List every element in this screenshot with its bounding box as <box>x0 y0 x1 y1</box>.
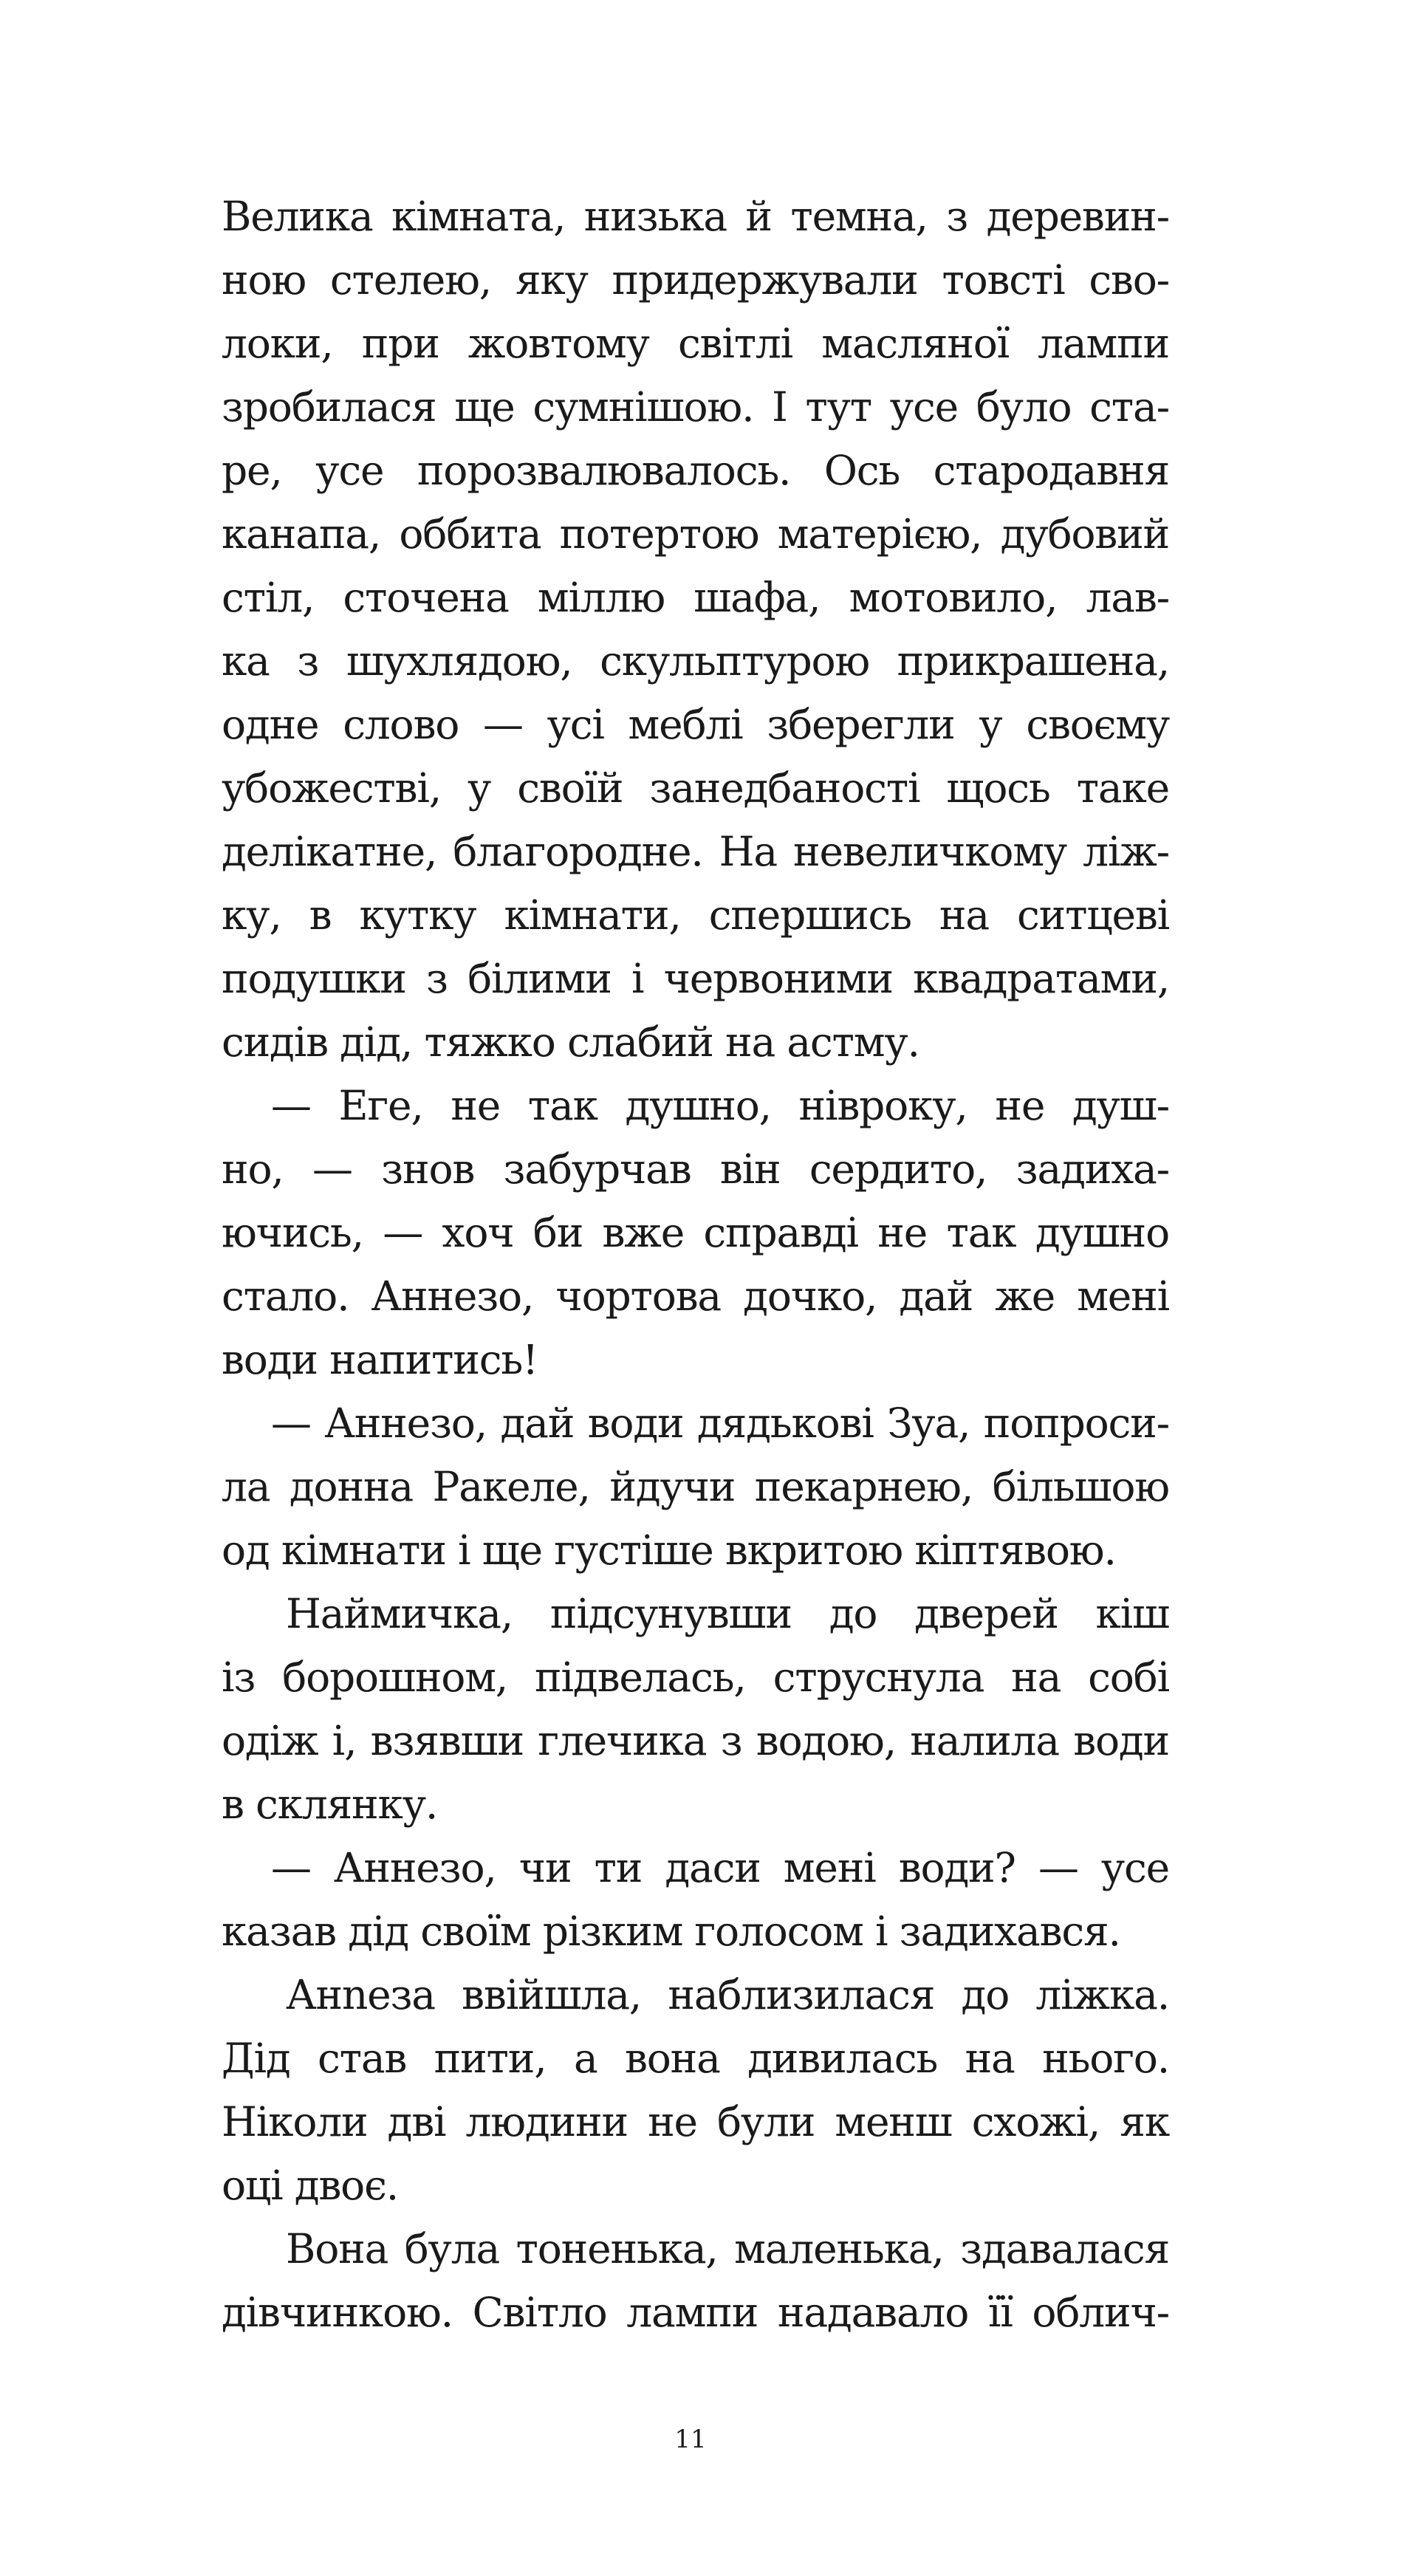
text-line: оці двоє. <box>222 2162 398 2209</box>
text-line: ла донна Ракеле, йдучи пекарнею, більшою <box>222 1463 1169 1510</box>
page-number: 11 <box>674 2425 707 2454</box>
text-line: Анneза ввійшла, наблизилася до ліжка. <box>286 1971 1169 2018</box>
text-line: одне слово — усі меблі зберегли у своєму <box>222 701 1169 748</box>
text-line: казав дід своїм різким голосом і задихався. <box>222 1908 1120 1955</box>
text-line: подушки з білими і червоними квадратами, <box>222 955 1169 1002</box>
text-line: — Аннезо, дай води дядькові Зуа, попроси- <box>271 1400 1169 1447</box>
text-line: од кімнати і ще густіше вкритою кіптявою. <box>222 1527 1116 1574</box>
text-line: сидів дід, тяжко слабий на астму. <box>222 1018 919 1066</box>
text-line: зробилася ще сумнішою. І тут усе було ста- <box>222 383 1169 431</box>
text-line: — Аннезо, чи ти даси мені води? — усе <box>271 1844 1169 1891</box>
text-line: Ніколи дві людини не були менш схожі, як <box>222 2098 1169 2145</box>
text-line: делікатне, благородне. На невеличкому ліж- <box>222 828 1169 875</box>
text-line: ка з шухлядою, скульптурою прикрашена, <box>222 637 1169 685</box>
text-line: убожестві, у своїй занедбаності щось таке <box>222 764 1169 812</box>
text-line: локи, при жовтому світлі масляної лампи <box>222 320 1169 367</box>
text-line: води напитись! <box>222 1336 538 1383</box>
text-line: одіж і, взявши глечика з водою, налила води <box>222 1717 1169 1764</box>
text-line: Наймичка, підсунувши до дверей кіш <box>286 1590 1169 1637</box>
text-line: в склянку. <box>222 1781 438 1828</box>
text-line: канапа, оббита потертою матерією, дубовий <box>222 510 1169 558</box>
text-line: но, — знов забурчав він сердито, задиха- <box>222 1145 1169 1193</box>
text-line: Дід став пити, а вона дивилась на нього. <box>222 2035 1169 2082</box>
text-line: ре, усе порозвалювалось. Ось стародавня <box>222 447 1169 494</box>
text-line: із борошном, підвелась, струснула на собі <box>222 1654 1169 1701</box>
text-line: стіл, сточена міллю шафа, мотовило, лав- <box>222 574 1169 621</box>
text-line: ною стелею, яку придержували товсті сво- <box>222 256 1169 304</box>
text-line: — Еге, не так душно, нівроку, не душ- <box>271 1082 1169 1129</box>
text-line: стало. Аннезо, чортова дочко, дай же мені <box>222 1272 1169 1320</box>
text-line: ючись, — хоч би вже справді не так душно <box>222 1209 1169 1256</box>
text-line: Вона була тоненька, маленька, здавалася <box>286 2225 1169 2272</box>
text-line: дівчинкою. Світло лампи надавало її облич- <box>222 2289 1169 2336</box>
text-line: ку, в кутку кімнати, спершись на ситцеві <box>222 891 1169 939</box>
page-body-text <box>222 185 1169 2344</box>
text-line: Велика кімната, низька й темна, з деревин- <box>222 193 1169 240</box>
